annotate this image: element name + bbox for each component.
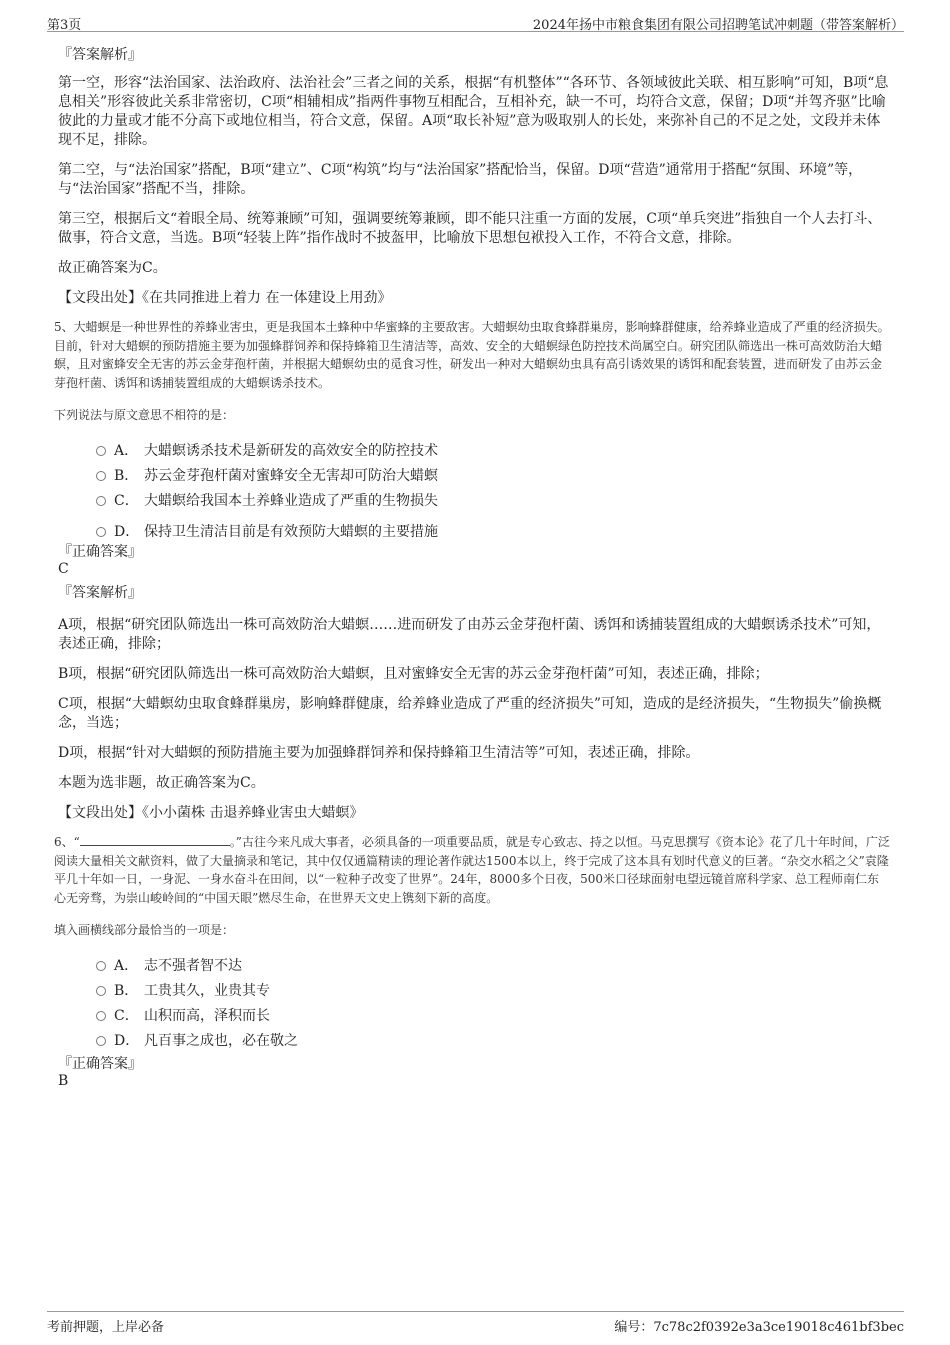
option-text: 苏云金芽孢杆菌对蜜蜂安全无害却可防治大蜡螟: [144, 468, 438, 484]
option-letter: A．: [114, 958, 139, 974]
q5-analysis-a: A项，根据“研究团队筛选出一株可高效防治大蜡螟……进而研发了由苏云金芽孢杆菌、诱饵和诱捕装置组成的大蜡螟诱杀技术”可知，表述正确，排除；: [58, 617, 881, 652]
radio-icon[interactable]: [96, 496, 106, 506]
q5-analysis-label: 『答案解析』: [58, 585, 142, 601]
q5-analysis-b: B项，根据“研究团队筛选出一株可高效防治大蜡螟，且对蜜蜂安全无害的苏云金芽孢杆菌”可知，表述正确，排除；: [58, 666, 769, 682]
q6-option-d[interactable]: [94, 1028, 890, 1053]
q6-option-c[interactable]: [94, 1003, 890, 1028]
q5-option-d[interactable]: [94, 519, 890, 544]
q6-answer: B: [58, 1073, 69, 1089]
option-letter: B．: [114, 983, 139, 999]
option-text: 大蜡螟诱杀技术是新研发的高效安全的防控技术: [144, 443, 438, 459]
radio-icon[interactable]: [96, 1036, 106, 1046]
option-letter: A．: [114, 443, 139, 459]
document-title: 2024年扬中市粮食集团有限公司招聘笔试冲刺题（带答案解析）: [532, 18, 904, 33]
radio-icon[interactable]: [96, 1011, 106, 1021]
footer-slogan: 考前押题，上岸必备: [47, 1320, 165, 1335]
radio-icon[interactable]: [96, 446, 106, 456]
q5-conclusion: 本题为选非题，故正确答案为C。: [58, 775, 265, 791]
q6-answer-label: 『正确答案』: [58, 1056, 142, 1072]
page-number: 第3页: [47, 18, 82, 33]
option-text: 保持卫生清洁目前是有效预防大蜡螟的主要措施: [144, 524, 438, 540]
q5-source: 【文段出处】《小小菌株 击退养蜂业害虫大蜡螟》: [58, 805, 364, 821]
q4-analysis-para-3: 第三空，根据后文“着眼全局、统筹兼顾”可知，强调要统筹兼顾，即不能只注重一方面的发展，C项“单兵突进”指独自一个人去打斗、做事，符合文意，当选。B项“轻装上阵”指作战时不披盔甲，比喻放下思想包袱投入工作，不符合文意，排除。: [58, 211, 882, 246]
q6-stem: [54, 833, 890, 907]
option-text: 志不强者智不达: [144, 958, 242, 974]
radio-icon[interactable]: [96, 961, 106, 971]
option-text: 凡百事之成也，必在敬之: [144, 1033, 298, 1049]
q6-option-b[interactable]: [94, 978, 890, 1003]
option-text: 山积而高，泽积而长: [144, 1008, 270, 1024]
q5-option-b[interactable]: [94, 463, 890, 488]
q5-option-a[interactable]: [94, 438, 890, 463]
fill-blank: [80, 834, 230, 846]
q4-analysis-para-2: 第二空，与“法治国家”搭配，B项“建立”、C项“构筑”均与“法治国家”搭配恰当，保留。D项“营造”通常用于搭配“氛围、环境”等，与“法治国家”搭配不当，排除。: [58, 162, 863, 197]
q5-answer: C: [58, 561, 69, 577]
q4-analysis-para-1: 第一空，形容“法治国家、法治政府、法治社会”三者之间的关系，根据“有机整体”“各环节、各领域彼此关联、相互影响”可知，B项“息息相关”形容彼此关系非常密切，C项“相辅相成”指两件事物互相配合，互相补充，缺一不可，均符合文意，保留；D项“并驾齐驱”比喻彼此的力量或才能不分高下或地位相当，符合文意，保留。A项“取长补短”意为吸取别人的长处，来弥补自己的不足之处，文段并未体现不足，排除。: [58, 75, 889, 148]
option-text: 大蜡螟给我国本土养蜂业造成了严重的生物损失: [144, 493, 438, 509]
option-letter: D．: [114, 1033, 140, 1049]
page-header: [47, 13, 904, 32]
page-content: [54, 46, 890, 1096]
q6-ask: 填入画横线部分最恰当的一项是：: [54, 923, 235, 937]
q5-analysis-d: D项，根据“针对大蜡螟的预防措施主要为加强蜂群饲养和保持蜂箱卫生清洁等”可知，表述正确，排除。: [58, 745, 700, 761]
radio-icon[interactable]: [96, 471, 106, 481]
q4-conclusion: 故正确答案为C。: [58, 260, 167, 276]
page-footer: [47, 1311, 904, 1334]
q5-stem: 5、大蜡螟是一种世界性的养蜂业害虫，更是我国本土蜂种中华蜜蜂的主要敌害。大蜡螟幼虫取食蜂群巢房，影响蜂群健康，给养蜂业造成了严重的经济损失。目前，针对大蜡螟的预防措施主要为加强蜂群饲养和保持蜂箱卫生清洁等，高效、安全的大蜡螟绿色防控技术尚属空白。研究团队筛选出一株可高效防治大蜡螟，且对蜜蜂安全无害的苏云金芽孢杆菌，并根据大蜡螟幼虫的觅食习性，研发出一种对大蜡螟幼虫具有高引诱效果的诱饵和配套装置，进而研发了由苏云金芽孢杆菌、诱饵和诱捕装置组成的大蜡螟诱杀技术。: [54, 320, 890, 390]
q5-ask: 下列说法与原文意思不相符的是：: [54, 408, 235, 422]
radio-icon[interactable]: [96, 527, 106, 537]
option-letter: B．: [114, 468, 139, 484]
option-letter: C．: [114, 1008, 139, 1024]
q6-stem-prefix: 6、“: [54, 835, 80, 849]
q6-option-a[interactable]: [94, 953, 890, 978]
q6-stem-suffix: 。”古往今来凡成大事者，必须具备的一项重要品质，就是专心致志、持之以恒。马克思撰写《资本论》花了几十年时间，广泛阅读大量相关文献资料，做了大量摘录和笔记，其中仅仅通篇精读的理论著作就达1500本以上，终于完成了这本具有划时代意义的巨著。“杂交水稻之父”袁隆平几十年如一日，一身泥、一身水奋斗在田间，以“一粒种子改变了世界”。24年，8000多个日夜，500米口径球面射电望远镜首席科学家、总工程师南仁东心无旁骛，为崇山峻岭间的“中国天眼”燃尽生命，在世界天文史上镌刻下新的高度。: [54, 835, 890, 905]
q4-source: 【文段出处】《在共同推进上着力 在一体建设上用劲》: [58, 290, 392, 306]
option-letter: C．: [114, 493, 139, 509]
option-letter: D．: [114, 524, 140, 540]
q5-answer-label: 『正确答案』: [58, 544, 142, 560]
radio-icon[interactable]: [96, 986, 106, 996]
document-id: 编号：7c78c2f0392e3a3ce19018c461bf3bec: [614, 1320, 904, 1335]
option-text: 工贵其久，业贵其专: [144, 983, 270, 999]
q4-analysis-label: 『答案解析』: [58, 47, 142, 63]
q5-analysis-c: C项，根据“大蜡螟幼虫取食蜂群巢房，影响蜂群健康，给养蜂业造成了严重的经济损失”可知，造成的是经济损失，“生物损失”偷换概念，当选；: [58, 696, 882, 731]
q5-option-c[interactable]: [94, 488, 890, 519]
